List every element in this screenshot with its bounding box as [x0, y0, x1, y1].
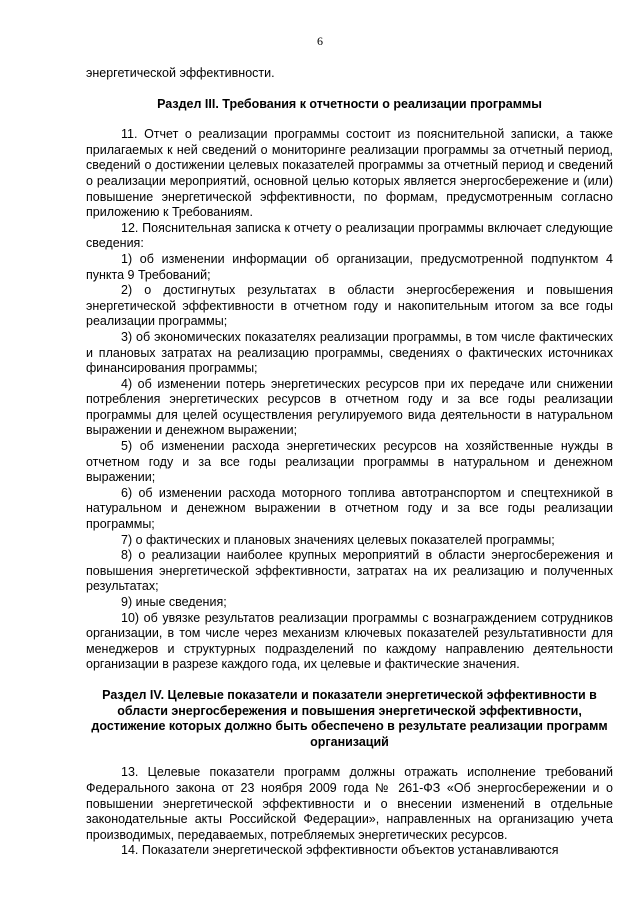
- section-4-body: [86, 765, 613, 859]
- list-item-8: 8) о реализации наиболее крупных мероприятий в области энергосбережения и повышения энергетической эффективности, затратах на их реализацию и полученных результатах;: [86, 548, 613, 594]
- paragraph-14: 14. Показатели энергетической эффективности объектов устанавливаются: [121, 843, 559, 858]
- list-item-1: 1) об изменении информации об организации, предусмотренной подпунктом 4 пункта 9 Требований;: [86, 251, 613, 282]
- list-item-6: 6) об изменении расхода моторного топлива автотранспортом и спецтехникой в натуральном и денежном выражении в отчетном году и за все годы реализации программы;: [86, 485, 613, 532]
- section-4-heading: Раздел IV. Целевые показатели и показатели энергетической эффективности в области энергосбережения и повышения энергетической эффективности, достижение которых должно быть обеспечено в результате реализации программ организаций: [91, 687, 608, 749]
- section-3-heading: Раздел III. Требования к отчетности о реализации программы: [157, 96, 542, 111]
- section-3-body: [86, 127, 613, 673]
- paragraph-11: 11. Отчет о реализации программы состоит из пояснительной записки, а также прилагаемых к ней сведений о мониторинге реализации программы за отчетный период, сведений о достижении целевых показателей программы за отчетный период и сведений о реализации мероприятий, основной целью которых является энергосбережение и (или) повышение энергетической эффективности, по формам, предусмотренным согласно приложению к Требованиям.: [86, 127, 613, 220]
- list-item-4: 4) об изменении потерь энергетических ресурсов при их передаче или снижении потребления энергетических ресурсов в отчетном году и за все годы реализации программы для целей осуществления регулируемого вида деятельности в натуральном выражении и денежном выражении;: [86, 376, 613, 438]
- lead-text: энергетической эффективности.: [86, 66, 275, 80]
- list-item-7: 7) о фактических и плановых значениях целевых показателей программы;: [121, 532, 555, 547]
- list-item-5: 5) об изменении расхода энергетических ресурсов на хозяйственные нужды в отчетном году и за все годы реализации программы в натуральном и денежном выражении;: [86, 439, 613, 485]
- list-item-2: 2) о достигнутых результатах в области энергосбережения и повышения энергетической эффективности в отчетном году и накопительным итогом за все годы реализации программы;: [86, 283, 613, 329]
- document-body: [86, 66, 613, 859]
- list-item-3: 3) об экономических показателях реализации программы, в том числе фактических и плановых затратах на реализацию программы, сведениях о фактических источниках финансирования программы;: [86, 329, 613, 376]
- page-number: 6: [317, 34, 323, 48]
- list-item-9: 9) иные сведения;: [121, 595, 227, 609]
- list-item-10: 10) об увязке результатов реализации программы с вознаграждением сотрудников организации, в том числе через механизм ключевых показателей результативности для менеджеров и структурных подразделений по каждому направлению деятельности организации в разрезе каждого года, их целевые и фактические значения.: [86, 610, 613, 672]
- paragraph-12: 12. Пояснительная записка к отчету о реализации программы включает следующие сведения:: [86, 220, 613, 251]
- paragraph-13: 13. Целевые показатели программ должны отражать исполнение требований Федерального закона от 23 ноября 2009 года № 261-ФЗ «Об энергосбережении и о повышении энергетической эффективности и о внесении изменений в отдельные законодательные акты Российской Федерации», направленных на организацию учета производимых, передаваемых, потребляемых энергетических ресурсов.: [86, 765, 613, 842]
